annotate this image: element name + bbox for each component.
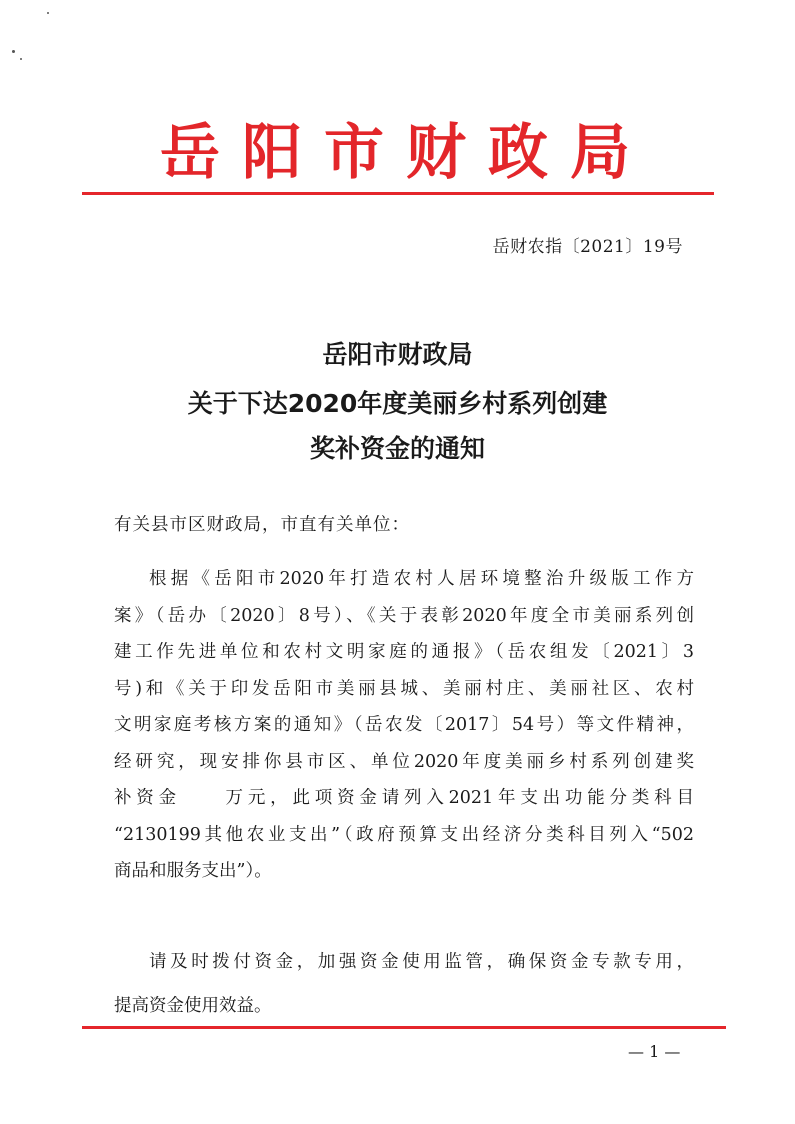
paragraph-1-line: 建工作先进单位和农村文明家庭的通报》（岳农组发〔2021〕3 [114,642,694,662]
paragraph-1-line: 案》（岳办〔2020〕8号）、《关于表彰2020年度全市美丽系列创 [114,605,694,626]
paragraph-1-line: 经研究，现安排你县市区、单位2020年度美丽乡村系列创建奖 [114,751,694,772]
title-line-3: 奖补资金的通知 [309,434,485,463]
scan-speck [20,58,22,60]
paragraph-1-line: 文明家庭考核方案的通知》（岳农发〔2017〕54号）等文件精神， [114,715,694,735]
paragraph-2-line: 请及时拨付资金，加强资金使用监管，确保资金专款专用， [149,952,694,972]
document-number: 岳财农指〔2021〕19号 [492,237,683,257]
agency-header: 岳阳市财政局 [160,118,652,188]
header-red-rule [82,192,714,195]
paragraph-1-line: “2130199其他农业支出”（政府预算支出经济分类科目列入“502 [114,824,694,845]
scan-speck [47,12,49,14]
paragraph-2-line: 提高资金使用效益。 [114,996,272,1016]
paragraph-1-line: 商品和服务支出”）。 [114,861,272,881]
paragraph-1-line: 根据《岳阳市2020年打造农村人居环境整治升级版工作方 [149,569,694,589]
title-line-1: 岳阳市财政局 [322,340,473,369]
scan-speck [12,50,15,53]
paragraph-1-line: 号)和《关于印发岳阳市美丽县城、美丽村庄、美丽社区、农村 [114,678,694,699]
footer-red-rule [82,1026,726,1029]
page-number: — 1 — [628,1042,681,1061]
salutation: 有关县市区财政局，市直有关单位： [114,515,410,535]
paragraph-1 [114,561,694,890]
title-line-2: 关于下达2020年度美丽乡村系列创建 [187,389,608,418]
paragraph-2 [114,940,694,1028]
paragraph-1-line: 补资金 万元，此项资金请列入2021年支出功能分类科目 [114,788,694,808]
